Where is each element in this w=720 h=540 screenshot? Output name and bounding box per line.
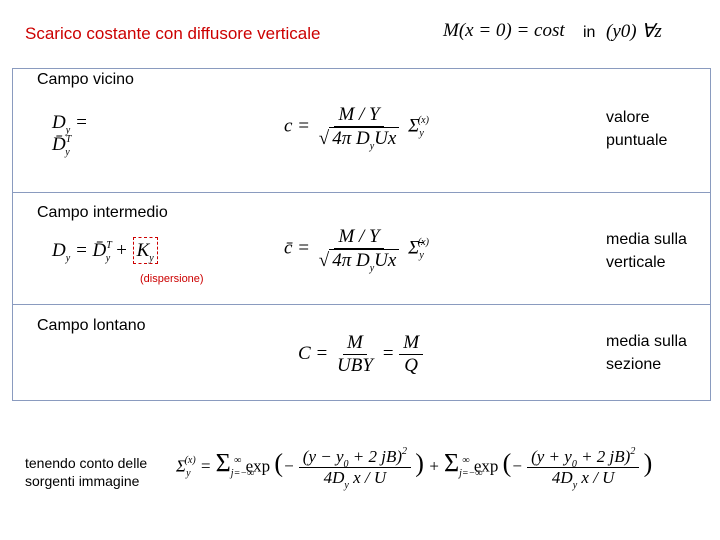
dispersion-annotation: (dispersione): [140, 273, 204, 285]
note-near: valore puntuale: [606, 109, 668, 149]
section-label-far: Campo lontano: [37, 317, 146, 334]
in-label: in: [583, 24, 596, 41]
section-label-near: Campo vicino: [37, 71, 134, 88]
equation-concentration-section: C = $\frac{M}{\text{UBY}}$ = $\frac{M}{Q}$: [298, 332, 423, 377]
equation-dy-near: $D_y$ = D̄$^T_y$: [52, 112, 88, 158]
condition-formula: [443, 20, 565, 42]
condition-rhs: (y0) ∀z: [606, 21, 662, 42]
note-far: media sulla sezione: [606, 333, 687, 373]
dispersion-term-box: $K_y$: [133, 237, 158, 264]
equation-dy-intermediate: $D_y$ = D̄$^T_y$ + $K_y$: [52, 240, 158, 262]
image-sources-caption: tenendo conto delle sorgenti immagine: [25, 455, 148, 489]
equation-concentration-point: c = $\frac{M / Y}{√ 4\pi D_yUx}$ $\Sigma_y^{(x)}$: [284, 104, 429, 152]
condition-lhs: M(x = 0) = cost: [443, 20, 565, 41]
section-label-intermediate: Campo intermedio: [37, 204, 168, 221]
equation-image-sources-sum: $\Sigma_y^{(x)} = \Sigma_{j=-\infty}^\infty$ exp (− $\frac{(y - y_0 + 2 jB)^2}{4D_y x / U}$ ) + $\Sigma_{j=-\infty}^\infty$ exp (− $\frac{(y + y_0 + 2 jB)^2}{4D_y x / U}$ ): [176, 446, 653, 491]
slide-title: Scarico costante con diffusore verticale: [25, 24, 321, 43]
note-intermediate: media sulla verticale: [606, 231, 687, 271]
equation-concentration-vertical: c̄ = $\frac{M / Y}{√ 4\pi D_yUx}$ $\Sigmā_y^{(x)}$: [284, 226, 429, 274]
